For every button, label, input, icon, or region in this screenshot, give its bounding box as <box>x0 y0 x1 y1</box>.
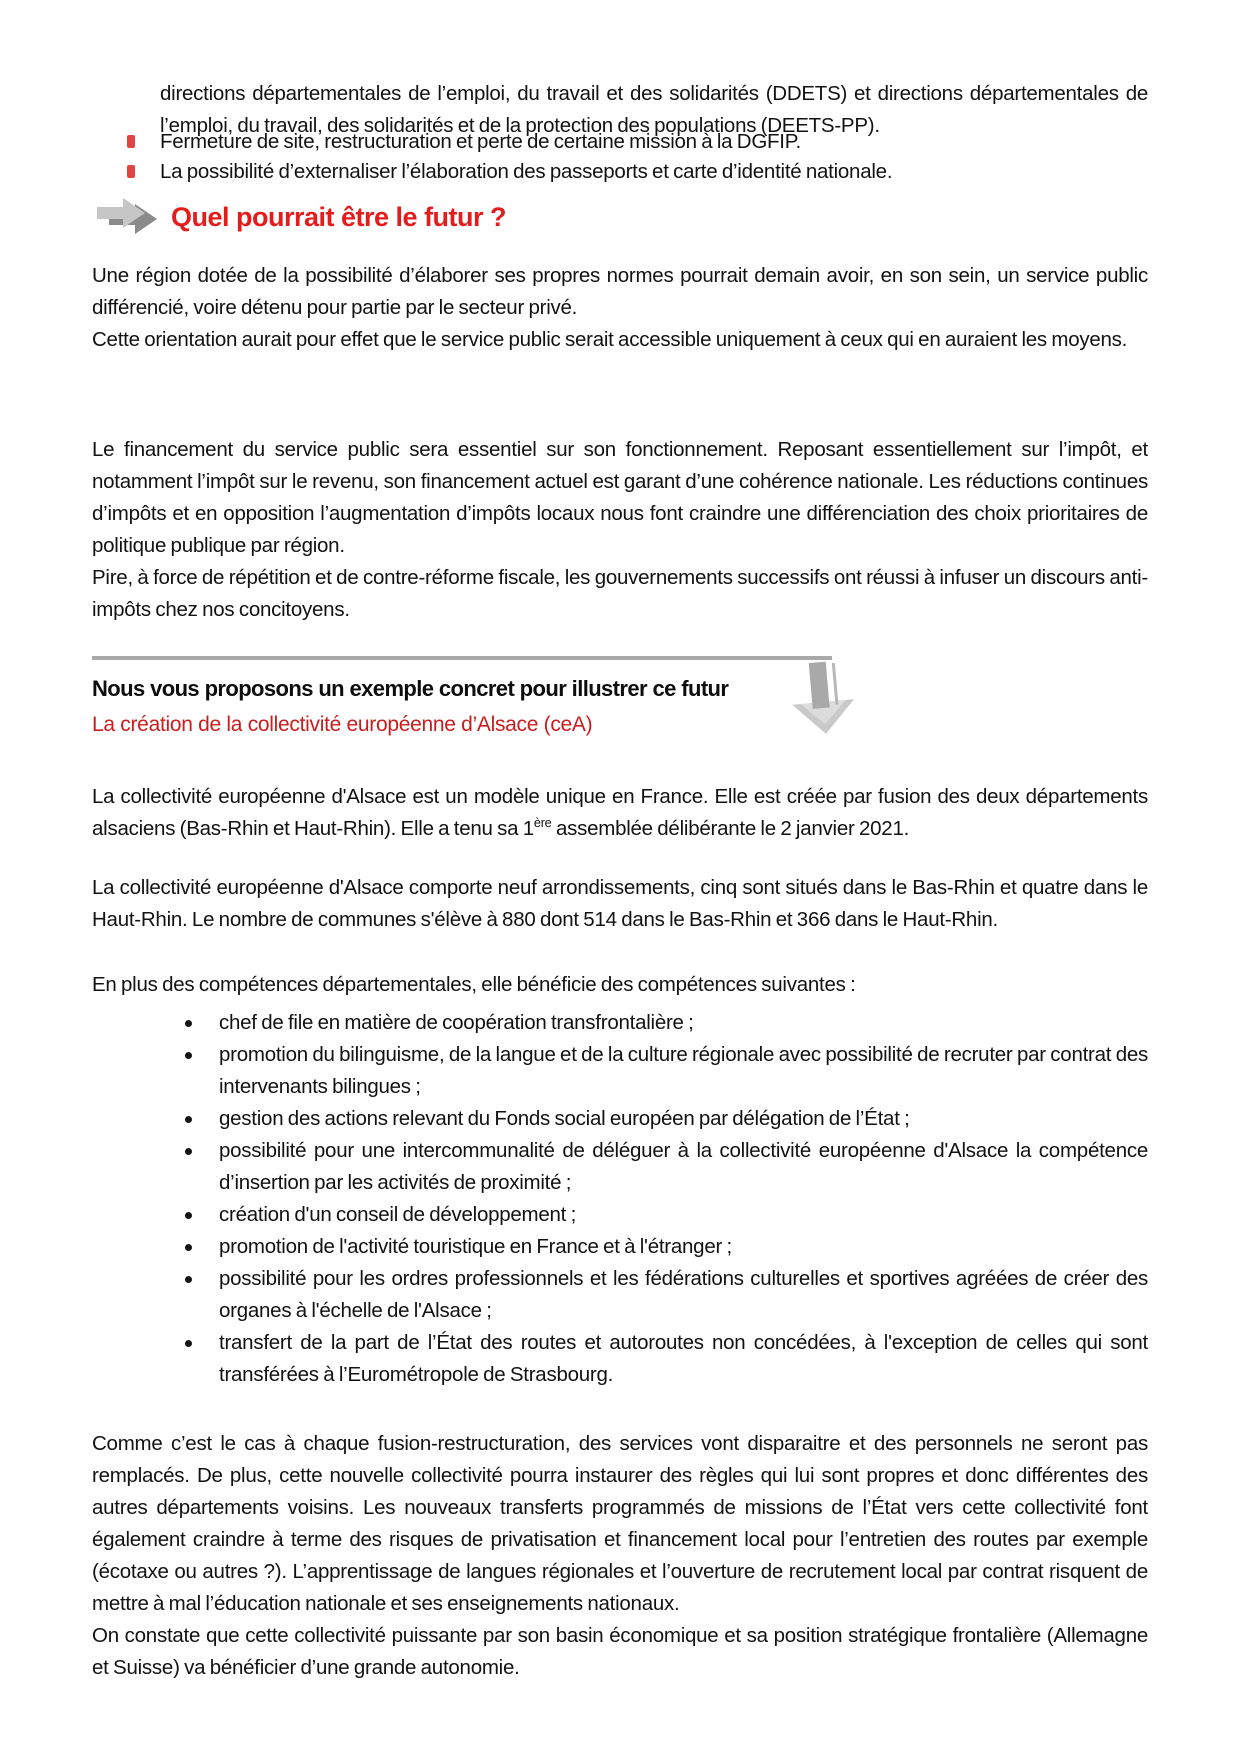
section-heading-future <box>95 194 506 240</box>
paragraph <box>92 781 1148 845</box>
example-section-title: Nous vous proposons un exemple concret pour illustrer ce futur <box>92 676 729 701</box>
list-item: gestion des actions relevant du Fonds social européen par délégation de l’État ; <box>183 1103 1148 1135</box>
page-title: Quel pourrait être le futur ? <box>171 202 507 232</box>
paragraph-text: assemblée délibérante le 2 janvier 2021. <box>551 817 910 840</box>
red-square-bullet-icon <box>127 165 135 178</box>
continuation-paragraph: directions départementales de l’emploi, du travail et des solidarités (DDETS) et directions départementales de l’emploi, du travail, des solidarités et de la protection des populations (DEETS-PP). <box>160 81 1148 137</box>
paragraph: En plus des compétences départementales, elle bénéficie des compétences suivantes : <box>92 972 856 996</box>
paragraph: Cette orientation aurait pour effet que le service public serait accessible uniquement à ceux qui en auraient les moyens. <box>92 328 1128 351</box>
competences-list <box>183 1007 1148 1391</box>
paragraph-block <box>92 434 1148 626</box>
list-item: promotion du bilinguisme, de la langue et de la culture régionale avec possibilité de recruter par contrat des intervenants bilingues ; <box>183 1039 1148 1103</box>
bullet-text: La possibilité d’externaliser l’élaboration des passeports et carte d’identité nationale. <box>160 160 893 183</box>
paragraph: La collectivité européenne d'Alsace comporte neuf arrondissements, cinq sont situés dans le Bas-Rhin et quatre dans le Haut-Rhin. Le nombre de communes s'élève à 880 dont 514 dans le Bas-Rhin et 366 dans le Haut-Rhin. <box>92 875 1148 931</box>
red-square-bullet-icon <box>127 135 135 148</box>
list-item: promotion de l'activité touristique en France et à l'étranger ; <box>183 1231 1148 1263</box>
section-divider <box>92 656 832 660</box>
paragraph: Comme c’est le cas à chaque fusion-restructuration, des services vont disparaitre et des personnels ne seront pas remplacés. De plus, cette nouvelle collectivité pourra instaurer des règles qui lui sont propres et donc différentes des autres départements voisins. Les nouveaux transferts programmés de missions de l’État vers cette collectivité font également craindre à terme des risques de privatisation et financement local pour l’entretien des routes par exemple (écotaxe ou autres ?). L’apprentissage de langues régionales et l’ouverture de recrutement local par contrat risquent de mettre à mal l’éducation nationale et ses enseignements nationaux. <box>92 1432 1148 1615</box>
paragraph: Une région dotée de la possibilité d’élaborer ses propres normes pourrait demain avoir, en son sein, un service public différencié, voire détenu pour partie par le secteur privé. <box>92 264 1148 319</box>
list-item <box>127 126 1137 158</box>
list-item: possibilité pour une intercommunalité de déléguer à la collectivité européenne d'Alsace la compétence d’insertion par les activités de proximité ; <box>183 1135 1148 1199</box>
paragraph: On constate que cette collectivité puissante par son basin économique et sa position stratégique frontalière (Allemagne et Suisse) va bénéficier d’une grande autonomie. <box>92 1624 1148 1679</box>
paragraph-block <box>92 1428 1148 1684</box>
list-item: chef de file en matière de coopération transfrontalière ; <box>183 1007 1148 1039</box>
example-section-subtitle: La création de la collectivité européenne d’Alsace (ceA) <box>92 713 593 736</box>
list-item: possibilité pour les ordres professionnels et les fédérations culturelles et sportives agréées de créer des organes à l'échelle de l'Alsace ; <box>183 1263 1148 1327</box>
list-item <box>127 156 1137 188</box>
paragraph-block <box>92 260 1148 356</box>
list-item: transfert de la part de l’État des routes et autoroutes non concédées, à l'exception de celles qui sont transférées à l’Eurométropole de Strasbourg. <box>183 1327 1148 1391</box>
arrow-down-icon <box>783 657 864 743</box>
paragraph: Pire, à force de répétition et de contre-réforme fiscale, les gouvernements successifs ont réussi à infuser un discours anti-impôts chez nos concitoyens. <box>92 566 1148 621</box>
bullet-text: Fermeture de site, restructuration et perte de certaine mission à la DGFIP. <box>160 130 801 153</box>
superscript: ère <box>533 815 552 831</box>
paragraph: Le financement du service public sera essentiel sur son fonctionnement. Reposant essentiellement sur l’impôt, et notamment l’impôt sur le revenu, son financement actuel est garant d’une cohérence nationale. Les réductions continues d’impôts et en opposition l’augmentation d’impôts locaux nous font craindre une différenciation des choix prioritaires de politique publique par région. <box>92 438 1148 557</box>
list-item: création d'un conseil de développement ; <box>183 1199 1148 1231</box>
paragraph-text: La collectivité européenne d'Alsace est un modèle unique en France. Elle est créée par fusion des deux départements alsaciens (Bas-Rhin et Haut-Rhin). Elle a tenu sa 1 <box>92 785 1148 840</box>
arrow-right-icon <box>95 194 161 240</box>
paragraph-block <box>92 781 1148 845</box>
